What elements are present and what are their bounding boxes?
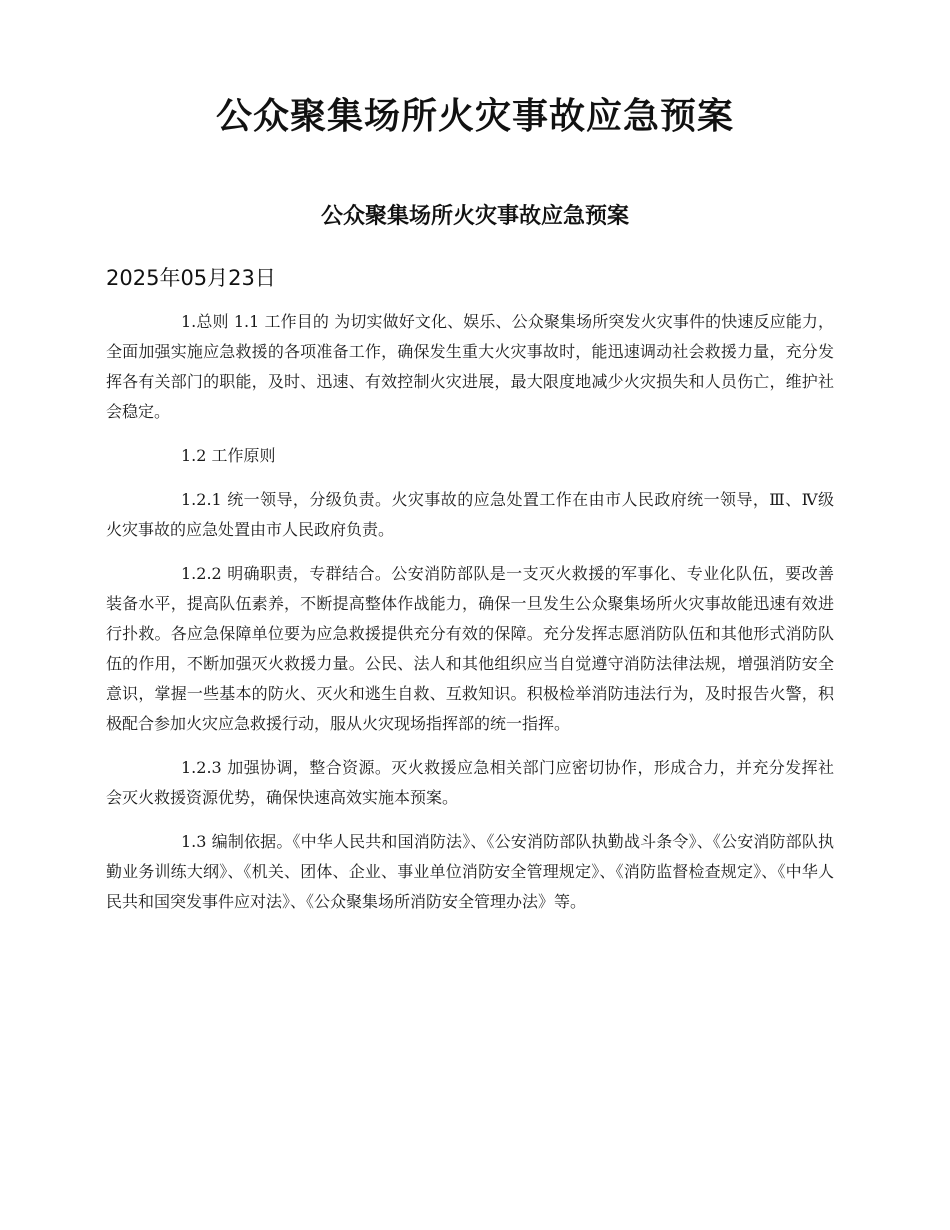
document-title: 公众聚集场所火灾事故应急预案: [215, 95, 734, 137]
paragraph-coordination: 1.2.3 加强协调，整合资源。灭火救援应急相关部门应密切协作，形成合力，并充分发挥社会灭火救援资源优势，确保快速高效实施本预案。: [106, 758, 834, 807]
document-body: [106, 307, 834, 931]
paragraph-work-principles: 1.2 工作原则: [181, 446, 276, 465]
paragraph-clear-responsibilities: 1.2.2 明确职责，专群结合。公安消防部队是一支灭火救援的军事化、专业化队伍，要改善装备水平，提高队伍素养，不断提高整体作战能力，确保一旦发生公众聚集场所火灾事故能迅速有效进行扑救。各应急保障单位要为应急救援提供充分有效的保障。充分发挥志愿消防队伍和其他形式消防队伍的作用，不断加强灭火救援力量。公民、法人和其他组织应当自觉遵守消防法律法规，增强消防安全意识，掌握一些基本的防火、灭火和逃生自救、互救知识。积极检举消防违法行为，及时报告火警，积极配合参加火灾应急救援行动，服从火灾现场指挥部的统一指挥。: [106, 564, 834, 733]
paragraph-unified-leadership: 1.2.1 统一领导，分级负责。火灾事故的应急处置工作在由市人民政府统一领导，Ⅲ、Ⅳ级火灾事故的应急处置由市人民政府负责。: [106, 490, 834, 539]
document-date: 2025年05月23日: [106, 266, 276, 290]
document-subtitle: 公众聚集场所火灾事故应急预案: [320, 204, 629, 229]
paragraph-general-purpose: 1.总则 1.1 工作目的 为切实做好文化、娱乐、公众聚集场所突发火灾事件的快速反应能力，全面加强实施应急救援的各项准备工作，确保发生重大火灾事故时，能迅速调动社会救援力量，充分发挥各有关部门的职能，及时、迅速、有效控制火灾进展，最大限度地减少火灾损失和人员伤亡，维护社会稳定。: [106, 312, 834, 421]
paragraph-legal-basis: 1.3 编制依据。《中华人民共和国消防法》、《公安消防部队执勤战斗条令》、《公安消防部队执勤业务训练大纲》、《机关、团体、企业、事业单位消防安全管理规定》、《消防监督检查规定》、《中华人民共和国突发事件应对法》、《公众聚集场所消防安全管理办法》等。: [106, 832, 834, 911]
